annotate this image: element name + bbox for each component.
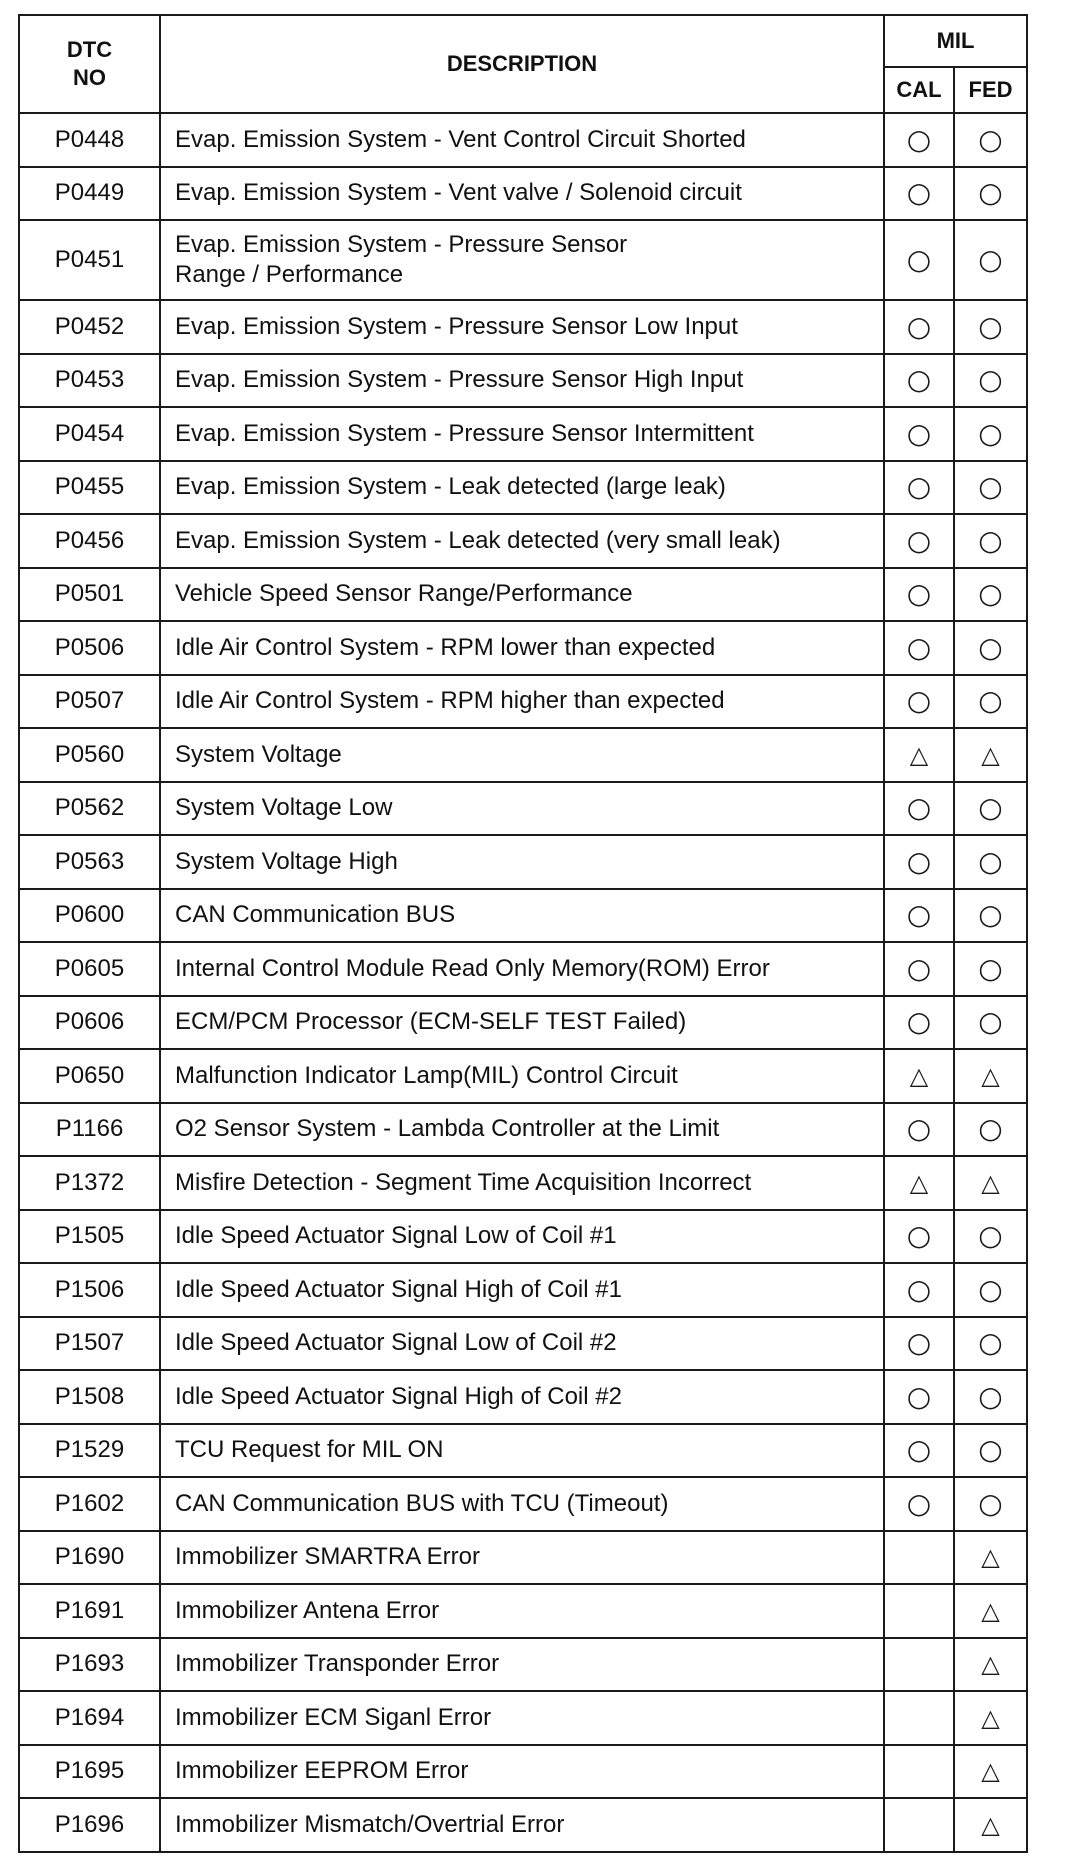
table-row [19,220,1027,300]
cal-mil-cell [884,220,954,300]
dtc-code-cell: P1695 [19,1745,160,1799]
dtc-code-cell: P0455 [19,461,160,515]
circle-icon: ○ [978,1326,1003,1360]
cal-mil-cell [884,675,954,729]
circle-icon: ○ [978,1486,1003,1520]
fed-mil-cell [954,407,1027,461]
triangle-icon: △ [981,1810,1000,1839]
table-row [19,728,1027,782]
table-row [19,1103,1027,1157]
fed-mil-cell [954,1531,1027,1585]
description-cell: Immobilizer SMARTRA Error [160,1531,884,1585]
dtc-code-cell: P1506 [19,1263,160,1317]
dtc-code-cell: P0456 [19,514,160,568]
circle-icon: ○ [978,630,1003,664]
dtc-code-cell: P0606 [19,996,160,1050]
description-cell: Internal Control Module Read Only Memory(ROM) Error [160,942,884,996]
circle-icon: ○ [906,176,932,210]
circle-icon: ○ [978,684,1003,718]
dtc-code-cell: P0501 [19,568,160,622]
cal-mil-cell [884,782,954,836]
circle-icon: ○ [978,1219,1003,1253]
cal-mil-cell [884,1317,954,1371]
dtc-code-cell: P1505 [19,1210,160,1264]
table-row [19,621,1027,675]
cal-mil-cell [884,942,954,996]
circle-icon: ○ [978,951,1003,985]
triangle-icon: △ [909,1168,929,1197]
table-row [19,1049,1027,1103]
dtc-code-cell: P1694 [19,1691,160,1745]
circle-icon: ○ [978,122,1003,156]
dtc-code-cell: P0562 [19,782,160,836]
circle-icon: ○ [978,844,1003,878]
dtc-code-cell: P0454 [19,407,160,461]
triangle-icon: △ [909,1061,929,1090]
table-row [19,1584,1027,1638]
circle-icon: ○ [978,898,1003,932]
cal-mil-cell [884,728,954,782]
circle-icon: ○ [906,951,932,985]
description-cell: Immobilizer Mismatch/Overtrial Error [160,1798,884,1852]
cal-mil-cell [884,1263,954,1317]
header-fed-label: FED [968,77,1013,102]
fed-mil-cell [954,1370,1027,1424]
circle-icon: ○ [978,1433,1003,1467]
circle-icon: ○ [906,577,932,611]
circle-icon: ○ [906,363,932,397]
circle-icon: ○ [906,416,932,450]
fed-mil-cell [954,113,1027,167]
header-cal [884,67,954,113]
triangle-icon: △ [909,740,929,769]
fed-mil-cell [954,621,1027,675]
circle-icon: ○ [906,1433,932,1467]
circle-icon: ○ [978,791,1003,825]
description-cell: Immobilizer ECM Siganl Error [160,1691,884,1745]
cal-mil-cell [884,996,954,1050]
circle-icon: ○ [978,1005,1003,1039]
fed-mil-cell [954,675,1027,729]
fed-mil-cell [954,461,1027,515]
fed-mil-cell [954,1156,1027,1210]
cal-mil-cell [884,407,954,461]
triangle-icon: △ [981,1061,1000,1090]
fed-mil-cell [954,942,1027,996]
description-cell: ECM/PCM Processor (ECM-SELF TEST Failed) [160,996,884,1050]
header-dtc-no [19,15,160,113]
table-row [19,167,1027,221]
table-row [19,942,1027,996]
fed-mil-cell [954,835,1027,889]
circle-icon: ○ [906,1486,932,1520]
circle-icon: ○ [978,1379,1003,1413]
dtc-code-cell: P0451 [19,220,160,300]
fed-mil-cell [954,300,1027,354]
header-mil [884,15,1027,67]
circle-icon: ○ [906,1112,932,1146]
cal-mil-cell [884,167,954,221]
dtc-code-cell: P0600 [19,889,160,943]
circle-icon: ○ [906,243,932,276]
header-dtc-no-label: DTC NO [66,37,113,90]
circle-icon: ○ [978,309,1003,343]
dtc-code-cell: P1602 [19,1477,160,1531]
dtc-table [18,14,1028,1853]
description-cell: Immobilizer Transponder Error [160,1638,884,1692]
circle-icon: ○ [978,176,1003,210]
description-cell: CAN Communication BUS with TCU (Timeout) [160,1477,884,1531]
table-row [19,1263,1027,1317]
circle-icon: ○ [978,1112,1003,1146]
circle-icon: ○ [906,470,932,504]
dtc-code-cell: P0507 [19,675,160,729]
cal-mil-cell [884,568,954,622]
header-description-label: DESCRIPTION [446,51,598,76]
fed-mil-cell [954,1691,1027,1745]
cal-mil-cell [884,354,954,408]
circle-icon: ○ [906,1219,932,1253]
description-cell: Immobilizer EEPROM Error [160,1745,884,1799]
fed-mil-cell [954,220,1027,300]
cal-mil-cell [884,1049,954,1103]
description-cell: Immobilizer Antena Error [160,1584,884,1638]
table-row [19,782,1027,836]
circle-icon: ○ [906,1379,932,1413]
triangle-icon: △ [981,1168,1000,1197]
table-row [19,1745,1027,1799]
description-cell: Evap. Emission System - Pressure Sensor Low Input [160,300,884,354]
header-fed [954,67,1027,113]
cal-mil-cell [884,1477,954,1531]
dtc-code-cell: P1507 [19,1317,160,1371]
table-row [19,568,1027,622]
table-body [19,113,1027,1852]
table-row [19,1424,1027,1478]
description-cell: Idle Speed Actuator Signal Low of Coil #2 [160,1317,884,1371]
description-cell: Misfire Detection - Segment Time Acquisition Incorrect [160,1156,884,1210]
table-row [19,1531,1027,1585]
circle-icon: ○ [978,1272,1003,1306]
triangle-icon: △ [981,1596,1000,1625]
table-row [19,300,1027,354]
circle-icon: ○ [978,577,1003,611]
description-cell: System Voltage [160,728,884,782]
cal-mil-cell [884,1370,954,1424]
triangle-icon: △ [981,740,1000,769]
dtc-code-cell: P0560 [19,728,160,782]
cal-mil-cell [884,835,954,889]
dtc-code-cell: P0449 [19,167,160,221]
fed-mil-cell [954,996,1027,1050]
description-cell: Idle Speed Actuator Signal High of Coil #2 [160,1370,884,1424]
circle-icon: ○ [978,470,1003,504]
cal-mil-cell [884,1531,954,1585]
description-cell: Idle Air Control System - RPM higher than expected [160,675,884,729]
circle-icon: ○ [906,1326,932,1360]
cal-mil-cell [884,889,954,943]
description-cell: System Voltage Low [160,782,884,836]
dtc-code-cell: P1696 [19,1798,160,1852]
triangle-icon: △ [981,1543,1000,1572]
cal-mil-cell [884,461,954,515]
table-row [19,835,1027,889]
table-row [19,1370,1027,1424]
fed-mil-cell [954,782,1027,836]
description-cell: Evap. Emission System - Vent Control Circuit Shorted [160,113,884,167]
cal-mil-cell [884,1156,954,1210]
table-row [19,1317,1027,1371]
dtc-code-cell: P0506 [19,621,160,675]
description-cell: Evap. Emission System - Vent valve / Solenoid circuit [160,167,884,221]
circle-icon: ○ [906,630,932,664]
description-cell: Evap. Emission System - Leak detected (very small leak) [160,514,884,568]
cal-mil-cell [884,1638,954,1692]
circle-icon: ○ [906,122,932,156]
table-header [19,15,1027,113]
description-cell: Idle Speed Actuator Signal High of Coil #1 [160,1263,884,1317]
dtc-code-cell: P1691 [19,1584,160,1638]
description-cell: TCU Request for MIL ON [160,1424,884,1478]
fed-mil-cell [954,1477,1027,1531]
circle-icon: ○ [906,309,932,343]
table-row [19,113,1027,167]
triangle-icon: △ [981,1703,1000,1732]
header-cal-label: CAL [896,77,942,102]
dtc-code-cell: P1693 [19,1638,160,1692]
description-cell: Evap. Emission System - Pressure Sensor High Input [160,354,884,408]
fed-mil-cell [954,1103,1027,1157]
circle-icon: ○ [978,416,1003,450]
circle-icon: ○ [906,898,932,932]
cal-mil-cell [884,514,954,568]
dtc-code-cell: P1372 [19,1156,160,1210]
fed-mil-cell [954,1745,1027,1799]
header-description [160,15,884,113]
cal-mil-cell [884,1691,954,1745]
header-row [19,15,1027,67]
table-row [19,514,1027,568]
description-cell: Idle Speed Actuator Signal Low of Coil #1 [160,1210,884,1264]
dtc-code-cell: P1508 [19,1370,160,1424]
dtc-code-cell: P1166 [19,1103,160,1157]
description-cell: O2 Sensor System - Lambda Controller at the Limit [160,1103,884,1157]
description-cell: Evap. Emission System - Leak detected (large leak) [160,461,884,515]
table-row [19,675,1027,729]
fed-mil-cell [954,1424,1027,1478]
fed-mil-cell [954,1584,1027,1638]
fed-mil-cell [954,1049,1027,1103]
description-cell: CAN Communication BUS [160,889,884,943]
circle-icon: ○ [906,523,932,557]
description-cell: System Voltage High [160,835,884,889]
fed-mil-cell [954,1638,1027,1692]
cal-mil-cell [884,1103,954,1157]
table-row [19,1691,1027,1745]
fed-mil-cell [954,1798,1027,1852]
dtc-code-cell: P1690 [19,1531,160,1585]
cal-mil-cell [884,621,954,675]
dtc-code-cell: P0453 [19,354,160,408]
cal-mil-cell [884,1210,954,1264]
fed-mil-cell [954,1317,1027,1371]
dtc-code-cell: P0448 [19,113,160,167]
circle-icon: ○ [978,523,1003,557]
cal-mil-cell [884,113,954,167]
circle-icon: ○ [978,363,1003,397]
circle-icon: ○ [906,1272,932,1306]
dtc-code-cell: P0650 [19,1049,160,1103]
cal-mil-cell [884,1584,954,1638]
fed-mil-cell [954,889,1027,943]
fed-mil-cell [954,1210,1027,1264]
dtc-code-cell: P1529 [19,1424,160,1478]
table-row [19,1798,1027,1852]
circle-icon: ○ [906,791,932,825]
description-cell: Idle Air Control System - RPM lower than expected [160,621,884,675]
table-row [19,1156,1027,1210]
description-cell: Evap. Emission System - Pressure Sensor Range / Performance [160,220,884,300]
circle-icon: ○ [906,1005,932,1039]
circle-icon: ○ [978,243,1003,276]
table-row [19,354,1027,408]
fed-mil-cell [954,568,1027,622]
header-mil-label: MIL [936,28,975,53]
cal-mil-cell [884,300,954,354]
table-row [19,1210,1027,1264]
table-row [19,461,1027,515]
description-cell: Malfunction Indicator Lamp(MIL) Control Circuit [160,1049,884,1103]
cal-mil-cell [884,1798,954,1852]
triangle-icon: △ [981,1650,1000,1679]
dtc-code-cell: P0563 [19,835,160,889]
dtc-code-cell: P0605 [19,942,160,996]
fed-mil-cell [954,354,1027,408]
table-row [19,1477,1027,1531]
fed-mil-cell [954,728,1027,782]
fed-mil-cell [954,1263,1027,1317]
table-row [19,889,1027,943]
table-row [19,407,1027,461]
fed-mil-cell [954,167,1027,221]
circle-icon: ○ [906,684,932,718]
triangle-icon: △ [981,1757,1000,1786]
description-cell: Vehicle Speed Sensor Range/Performance [160,568,884,622]
cal-mil-cell [884,1424,954,1478]
circle-icon: ○ [906,844,932,878]
table-row [19,996,1027,1050]
dtc-code-cell: P0452 [19,300,160,354]
table-row [19,1638,1027,1692]
cal-mil-cell [884,1745,954,1799]
fed-mil-cell [954,514,1027,568]
description-cell: Evap. Emission System - Pressure Sensor Intermittent [160,407,884,461]
